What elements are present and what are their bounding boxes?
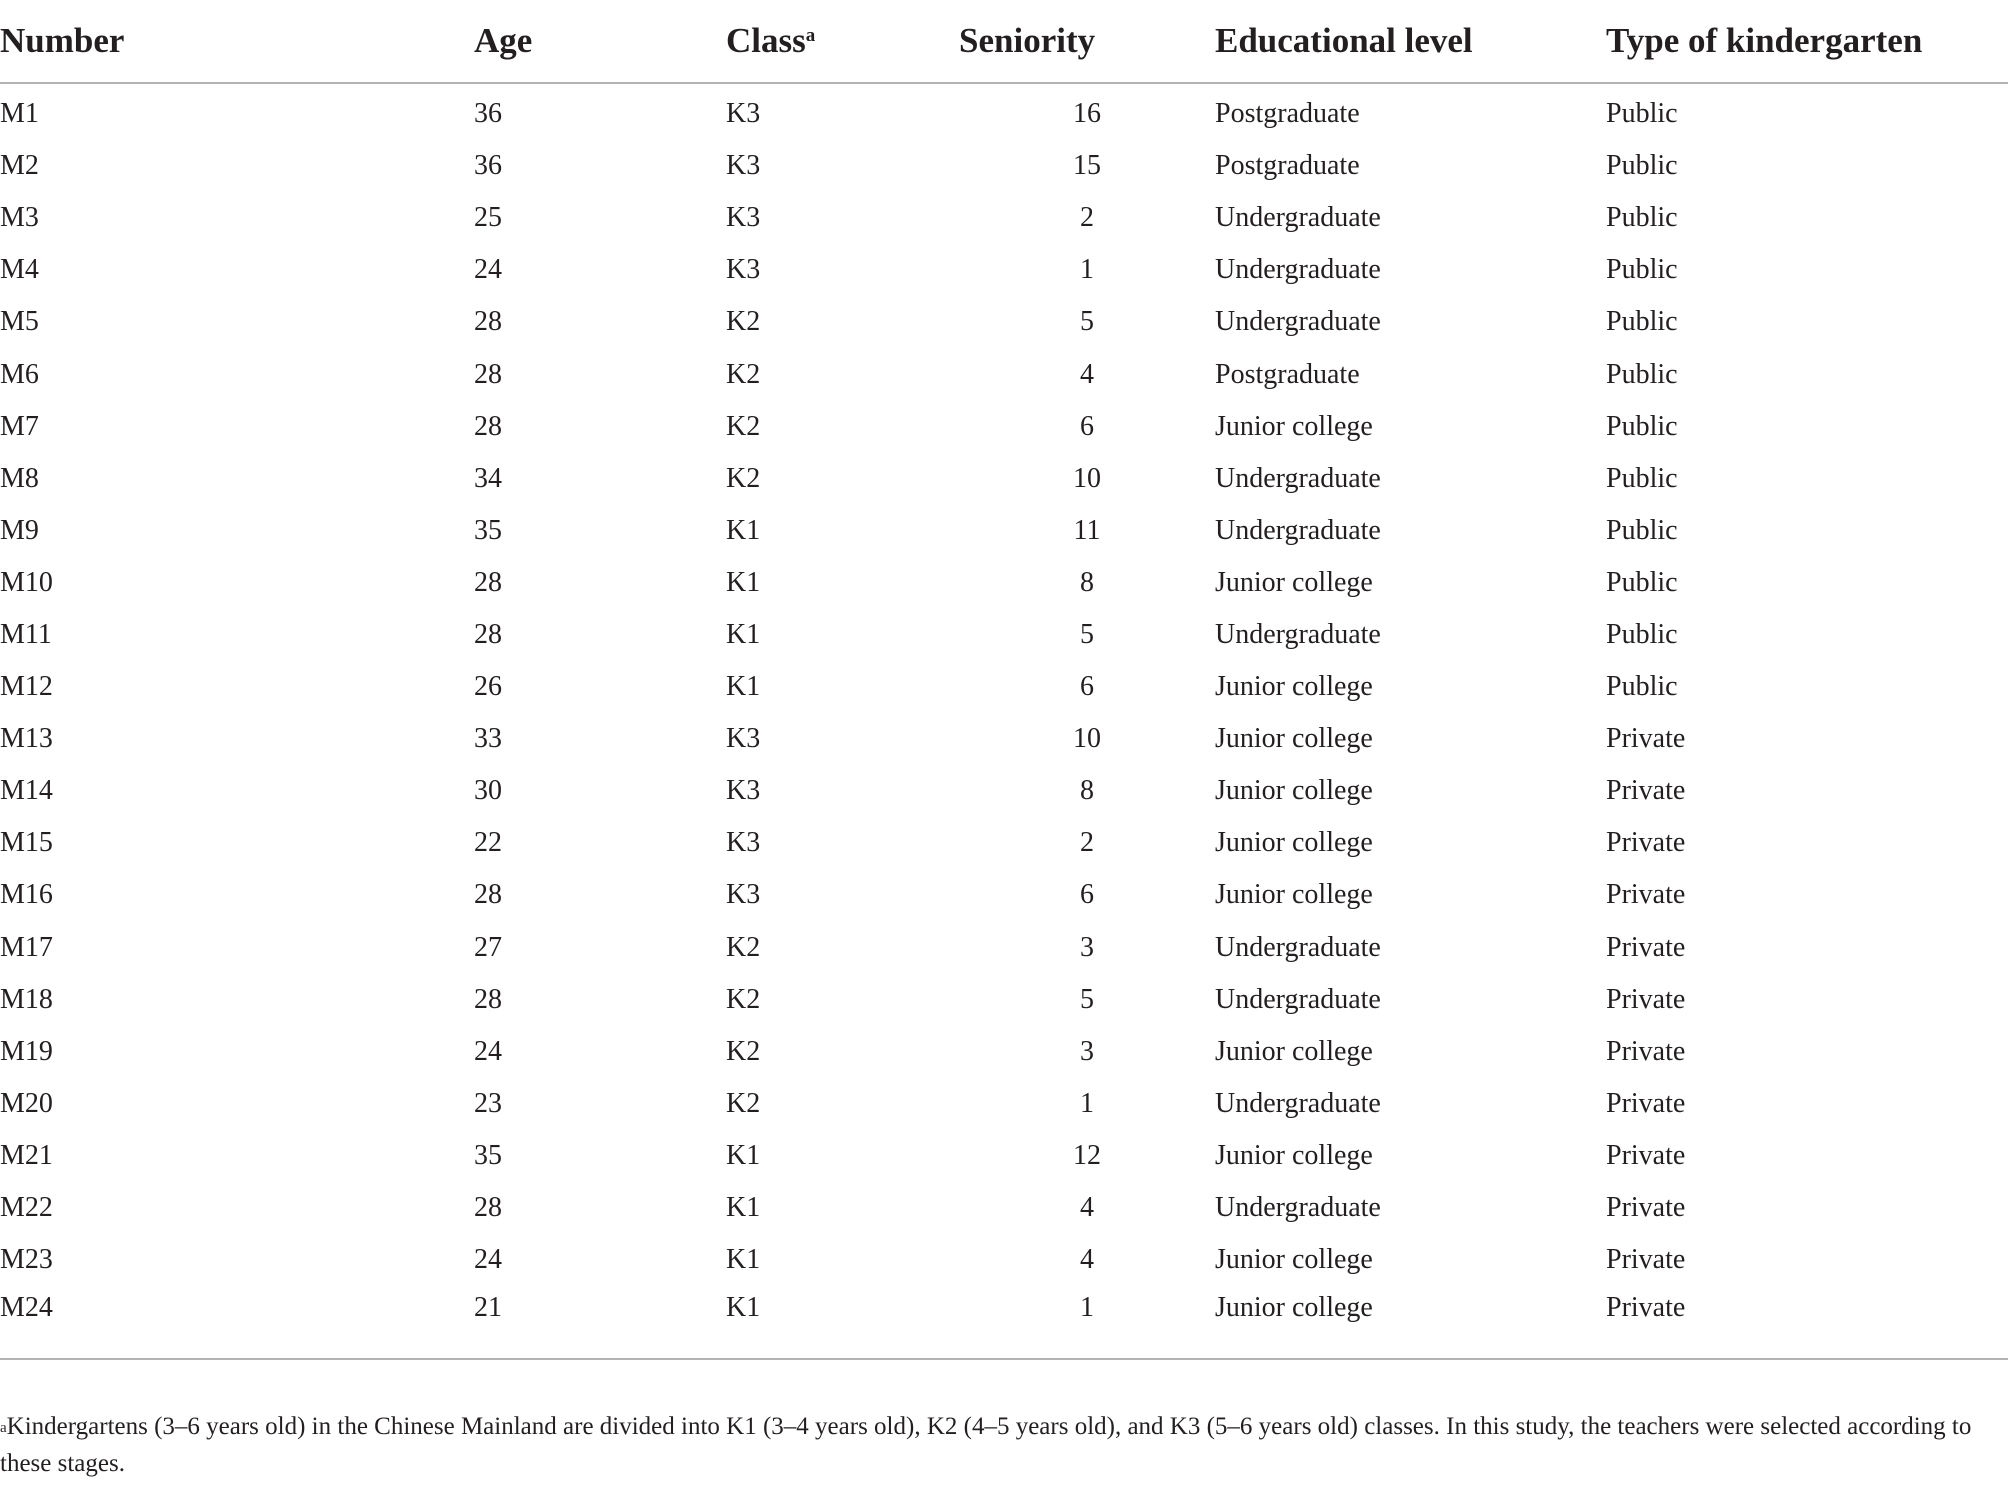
cell-number: M1	[0, 98, 39, 130]
cell-educational-level: Junior college	[1215, 410, 1373, 442]
cell-type-of-kindergarten: Public	[1606, 150, 1678, 182]
cell-type-of-kindergarten: Public	[1606, 254, 1678, 286]
cell-class: K1	[726, 514, 761, 546]
cell-seniority: 1	[1080, 254, 1094, 286]
cell-number: M20	[0, 1087, 53, 1119]
cell-type-of-kindergarten: Private	[1606, 879, 1686, 911]
cell-type-of-kindergarten: Public	[1606, 566, 1678, 598]
table-row	[0, 1026, 2008, 1078]
cell-number: M15	[0, 827, 53, 859]
cell-seniority: 1	[959, 1286, 1215, 1359]
table-row	[0, 244, 2008, 296]
cell-class: K3	[726, 879, 761, 911]
table-row	[0, 765, 2008, 817]
cell-educational-level: Junior college	[1215, 879, 1373, 911]
cell-type-of-kindergarten: Public	[1606, 98, 1678, 130]
cell-age: 28	[474, 618, 502, 650]
cell-educational-level: Junior college	[1215, 671, 1373, 703]
cell-class: K2	[726, 1087, 761, 1119]
cell-age: 23	[474, 1087, 502, 1119]
cell-type-of-kindergarten: Private	[1606, 1035, 1686, 1067]
header-educational-level: Educational level	[1215, 0, 1606, 83]
cell-age: 28	[474, 306, 502, 338]
cell-seniority: 5	[1080, 618, 1094, 650]
cell-seniority: 5	[1080, 983, 1094, 1015]
cell-type-of-kindergarten: Public	[1606, 410, 1678, 442]
cell-number: M22	[0, 1192, 53, 1224]
table-row	[0, 1234, 2008, 1286]
table-footnote	[0, 1408, 1980, 1482]
cell-seniority: 3	[1080, 1035, 1094, 1067]
cell-type-of-kindergarten: Public	[1606, 202, 1678, 234]
cell-class: K3	[726, 98, 761, 130]
cell-age: 28	[474, 879, 502, 911]
cell-seniority: 15	[1073, 150, 1101, 182]
cell-age: 34	[474, 462, 502, 494]
cell-number: M12	[0, 671, 53, 703]
cell-seniority: 8	[1080, 566, 1094, 598]
cell-age: 28	[474, 566, 502, 598]
table-row	[0, 401, 2008, 453]
cell-age: 30	[474, 775, 502, 807]
cell-type-of-kindergarten: Private	[1606, 1244, 1686, 1276]
cell-number: M10	[0, 566, 53, 598]
cell-seniority: 2	[1080, 202, 1094, 234]
cell-seniority: 16	[1073, 98, 1101, 130]
cell-number: M4	[0, 254, 39, 286]
header-class-footnote-marker: a	[805, 25, 816, 46]
cell-age: 35	[474, 514, 502, 546]
cell-age: 24	[474, 1244, 502, 1276]
cell-class: K2	[726, 931, 761, 963]
cell-seniority: 4	[1080, 1244, 1094, 1276]
table-row	[0, 713, 2008, 765]
cell-seniority: 5	[1080, 306, 1094, 338]
header-age: Age	[474, 0, 726, 83]
cell-class: K3	[726, 775, 761, 807]
cell-class: K2	[726, 1035, 761, 1067]
cell-seniority: 10	[1073, 723, 1101, 755]
cell-educational-level: Undergraduate	[1215, 1192, 1381, 1224]
cell-number: M7	[0, 410, 39, 442]
table-row	[0, 557, 2008, 609]
table-row	[0, 922, 2008, 974]
cell-class: K2	[726, 983, 761, 1015]
cell-number: M2	[0, 150, 39, 182]
cell-educational-level: Postgraduate	[1215, 358, 1360, 390]
cell-number: M11	[0, 618, 52, 650]
cell-age: 24	[474, 254, 502, 286]
cell-class: K2	[726, 462, 761, 494]
header-seniority: Seniority	[959, 0, 1215, 83]
cell-educational-level: Undergraduate	[1215, 202, 1381, 234]
cell-educational-level: Postgraduate	[1215, 150, 1360, 182]
cell-class: K3	[726, 202, 761, 234]
table-row	[0, 505, 2008, 557]
table-row	[0, 1182, 2008, 1234]
cell-educational-level: Junior college	[1215, 1286, 1606, 1359]
cell-number: M18	[0, 983, 53, 1015]
cell-age: 25	[474, 202, 502, 234]
table-row	[0, 83, 2008, 140]
cell-educational-level: Junior college	[1215, 566, 1373, 598]
cell-class: K3	[726, 827, 761, 859]
cell-educational-level: Junior college	[1215, 775, 1373, 807]
cell-seniority: 10	[1073, 462, 1101, 494]
cell-number: M23	[0, 1244, 53, 1276]
table-row	[0, 974, 2008, 1026]
cell-class: K3	[726, 723, 761, 755]
cell-number: M3	[0, 202, 39, 234]
cell-number: M6	[0, 358, 39, 390]
table-body	[0, 83, 2008, 1359]
cell-type-of-kindergarten: Public	[1606, 358, 1678, 390]
cell-type-of-kindergarten: Private	[1606, 775, 1686, 807]
cell-seniority: 2	[1080, 827, 1094, 859]
cell-class: K1	[726, 1244, 761, 1276]
cell-educational-level: Undergraduate	[1215, 618, 1381, 650]
cell-educational-level: Undergraduate	[1215, 931, 1381, 963]
cell-age: 28	[474, 358, 502, 390]
cell-type-of-kindergarten: Public	[1606, 618, 1678, 650]
table-row	[0, 296, 2008, 348]
cell-educational-level: Junior college	[1215, 827, 1373, 859]
cell-number: M13	[0, 723, 53, 755]
cell-type-of-kindergarten: Public	[1606, 514, 1678, 546]
cell-type-of-kindergarten: Private	[1606, 1087, 1686, 1119]
table-row	[0, 869, 2008, 921]
cell-class: K1	[726, 566, 761, 598]
table-row	[0, 348, 2008, 400]
cell-class: K2	[726, 410, 761, 442]
cell-age: 24	[474, 1035, 502, 1067]
cell-age: 28	[474, 983, 502, 1015]
table-header-row	[0, 0, 2008, 83]
cell-educational-level: Undergraduate	[1215, 306, 1381, 338]
table-row	[0, 140, 2008, 192]
cell-number: M16	[0, 879, 53, 911]
cell-type-of-kindergarten: Public	[1606, 462, 1678, 494]
cell-class: K1	[726, 1286, 959, 1359]
cell-seniority: 12	[1073, 1139, 1101, 1171]
cell-educational-level: Undergraduate	[1215, 983, 1381, 1015]
cell-type-of-kindergarten: Private	[1606, 1139, 1686, 1171]
table-row	[0, 609, 2008, 661]
cell-age: 36	[474, 98, 502, 130]
cell-seniority: 8	[1080, 775, 1094, 807]
cell-age: 26	[474, 671, 502, 703]
cell-class: K3	[726, 254, 761, 286]
header-number: Number	[0, 0, 474, 83]
header-type-of-kindergarten: Type of kindergarten	[1606, 0, 2008, 83]
cell-type-of-kindergarten: Public	[1606, 671, 1678, 703]
cell-type-of-kindergarten: Private	[1606, 827, 1686, 859]
cell-age: 36	[474, 150, 502, 182]
cell-educational-level: Undergraduate	[1215, 462, 1381, 494]
header-class	[726, 0, 959, 83]
cell-age: 28	[474, 410, 502, 442]
cell-age: 35	[474, 1139, 502, 1171]
cell-number: M24	[0, 1286, 474, 1359]
cell-type-of-kindergarten: Private	[1606, 1286, 2008, 1359]
table-row	[0, 817, 2008, 869]
cell-educational-level: Undergraduate	[1215, 514, 1381, 546]
cell-class: K2	[726, 358, 761, 390]
cell-type-of-kindergarten: Private	[1606, 983, 1686, 1015]
cell-seniority: 4	[1080, 358, 1094, 390]
header-class-label: Class	[726, 21, 806, 60]
cell-class: K1	[726, 1192, 761, 1224]
cell-seniority: 11	[1073, 514, 1101, 546]
cell-seniority: 6	[1080, 879, 1094, 911]
cell-age: 27	[474, 931, 502, 963]
table-row	[0, 1286, 2008, 1359]
cell-educational-level: Undergraduate	[1215, 254, 1381, 286]
cell-age: 21	[474, 1286, 726, 1359]
cell-educational-level: Junior college	[1215, 1244, 1373, 1276]
cell-educational-level: Undergraduate	[1215, 1087, 1381, 1119]
cell-age: 22	[474, 827, 502, 859]
cell-age: 33	[474, 723, 502, 755]
cell-educational-level: Junior college	[1215, 1139, 1373, 1171]
cell-seniority: 6	[1080, 410, 1094, 442]
cell-class: K1	[726, 671, 761, 703]
cell-seniority: 3	[1080, 931, 1094, 963]
cell-type-of-kindergarten: Private	[1606, 931, 1686, 963]
cell-type-of-kindergarten: Private	[1606, 1192, 1686, 1224]
footnote-marker: a	[0, 1420, 7, 1436]
cell-seniority: 1	[1080, 1087, 1094, 1119]
cell-educational-level: Junior college	[1215, 723, 1373, 755]
cell-class: K2	[726, 306, 761, 338]
cell-seniority: 4	[1080, 1192, 1094, 1224]
cell-number: M17	[0, 931, 53, 963]
cell-number: M8	[0, 462, 39, 494]
cell-number: M5	[0, 306, 39, 338]
cell-number: M21	[0, 1139, 53, 1171]
cell-class: K3	[726, 150, 761, 182]
table-row	[0, 1078, 2008, 1130]
table-row	[0, 192, 2008, 244]
table-row	[0, 1130, 2008, 1182]
cell-type-of-kindergarten: Public	[1606, 306, 1678, 338]
table-row	[0, 661, 2008, 713]
cell-seniority: 6	[1080, 671, 1094, 703]
cell-class: K1	[726, 1139, 761, 1171]
cell-age: 28	[474, 1192, 502, 1224]
cell-number: M14	[0, 775, 53, 807]
cell-class: K1	[726, 618, 761, 650]
cell-number: M19	[0, 1035, 53, 1067]
cell-educational-level: Postgraduate	[1215, 98, 1360, 130]
cell-educational-level: Junior college	[1215, 1035, 1373, 1067]
footnote-text: Kindergartens (3–6 years old) in the Chinese Mainland are divided into K1 (3–4 years old), K2 (4–5 years old), and K3 (5–6 years old) classes. In this study, the teachers were selected according to these stages.	[0, 1413, 1972, 1477]
table-row	[0, 453, 2008, 505]
cell-number: M9	[0, 514, 39, 546]
cell-type-of-kindergarten: Private	[1606, 723, 1686, 755]
